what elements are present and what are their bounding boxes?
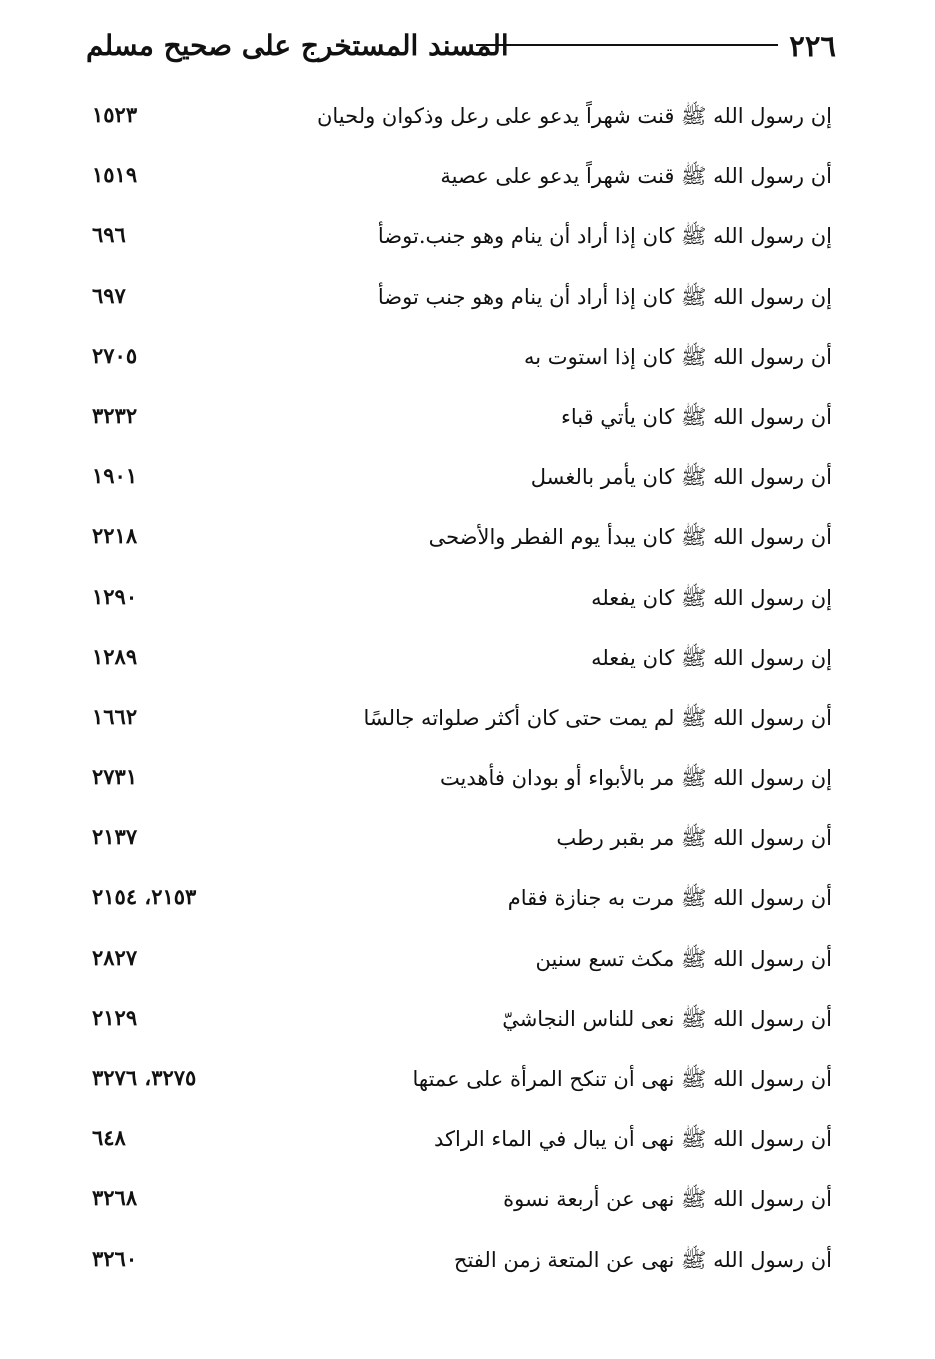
list-item [0, 812, 935, 872]
hadith-incipit: أن رسول الله ﷺ نهى عن المتعة زمن الفتح [453, 1247, 832, 1272]
hadith-number: ٢١٥٣، ٢١٥٤ [92, 884, 197, 910]
list-item [0, 511, 935, 571]
hadith-incipit: أن رسول الله ﷺ كان إذا استوت به [524, 344, 832, 369]
hadith-incipit: أن رسول الله ﷺ نهى أن تنكح المرأة على عمتها [412, 1067, 832, 1091]
list-item [0, 752, 935, 812]
hadith-incipit: إن رسول الله ﷺ كان يفعله [591, 585, 832, 610]
hadith-incipit: إن رسول الله ﷺ مر بالأبواء أو بودان فأهديت [439, 766, 832, 791]
hadith-incipit: أن رسول الله ﷺ نهى أن يبال في الماء الراكد [434, 1127, 832, 1152]
hadith-number: ٣٢٣٢ [92, 402, 138, 428]
hadith-incipit: إن رسول الله ﷺ كان إذا أراد أن ينام وهو جنب.توضأ [377, 224, 832, 249]
list-item [0, 933, 935, 993]
hadith-number: ٦٩٧ [92, 282, 126, 308]
list-item [0, 572, 935, 632]
hadith-incipit: أن رسول الله ﷺ مرت به جنازة فقام [507, 886, 832, 911]
hadith-incipit: إن رسول الله ﷺ كان يفعله [591, 645, 832, 670]
hadith-incipit: أن رسول الله ﷺ نعى للناس النجاشيّ [502, 1006, 832, 1031]
list-item [0, 210, 935, 270]
hadith-number: ٢١٣٧ [92, 824, 138, 850]
list-item [0, 331, 935, 391]
index-list [0, 90, 935, 1294]
hadith-incipit: أن رسول الله ﷺ مكث تسع سنين [535, 946, 832, 971]
list-item [0, 391, 935, 451]
list-item [0, 1173, 935, 1233]
hadith-number: ٢٧٣١ [92, 764, 138, 790]
hadith-number: ٢٨٢٧ [92, 944, 138, 970]
hadith-incipit: إن رسول الله ﷺ كان إذا أراد أن ينام وهو جنب توضأ [377, 284, 832, 309]
hadith-number: ٣٢٧٥، ٣٢٧٦ [92, 1065, 197, 1090]
book-title: المسند المستخرج على صحيح مسلم [86, 29, 509, 62]
list-item [0, 993, 935, 1053]
hadith-number: ١٥٢٣ [92, 102, 138, 127]
hadith-incipit: أن رسول الله ﷺ مر بقبر رطب [556, 826, 832, 851]
list-item [0, 90, 935, 150]
list-item [0, 271, 935, 331]
hadith-incipit: أن رسول الله ﷺ لم يمت حتى كان أكثر صلواته جالسًا [363, 705, 832, 730]
list-item [0, 692, 935, 752]
list-item [0, 872, 935, 932]
list-item [0, 451, 935, 511]
hadith-number: ١٩٠١ [92, 463, 138, 489]
header-rule [476, 44, 778, 46]
hadith-number: ١٢٨٩ [92, 643, 138, 669]
list-item [0, 1113, 935, 1173]
hadith-incipit: أن رسول الله ﷺ كان يأمر بالغسل [530, 465, 832, 490]
page-number: ٢٢٦ [789, 29, 836, 63]
hadith-number: ٣٢٦٨ [92, 1185, 138, 1211]
hadith-number: ١٥١٩ [92, 162, 138, 188]
hadith-number: ٢٧٠٥ [92, 342, 138, 368]
hadith-number: ١٢٩٠ [92, 583, 138, 609]
hadith-incipit: أن رسول الله ﷺ نهى عن أربعة نسوة [503, 1187, 832, 1212]
hadith-number: ٢٢١٨ [92, 523, 138, 549]
list-item [0, 1053, 935, 1113]
list-item [0, 632, 935, 692]
hadith-incipit: أن رسول الله ﷺ كان يأتي قباء [560, 404, 832, 429]
hadith-number: ٢١٢٩ [92, 1004, 138, 1030]
hadith-number: ٣٢٦٠ [92, 1245, 138, 1271]
hadith-number: ٦٤٨ [92, 1125, 126, 1151]
hadith-incipit: إن رسول الله ﷺ قنت شهراً يدعو على رعل وذكوان ولحيان [316, 104, 832, 128]
hadith-number: ١٦٦٢ [92, 703, 138, 729]
hadith-incipit: أن رسول الله ﷺ كان يبدأ يوم الفطر والأضحى [428, 525, 832, 550]
list-item [0, 1234, 935, 1294]
hadith-number: ٦٩٦ [92, 222, 126, 248]
hadith-incipit: أن رسول الله ﷺ قنت شهراً يدعو على عصية [440, 164, 832, 189]
page-header [86, 28, 836, 74]
list-item [0, 150, 935, 210]
